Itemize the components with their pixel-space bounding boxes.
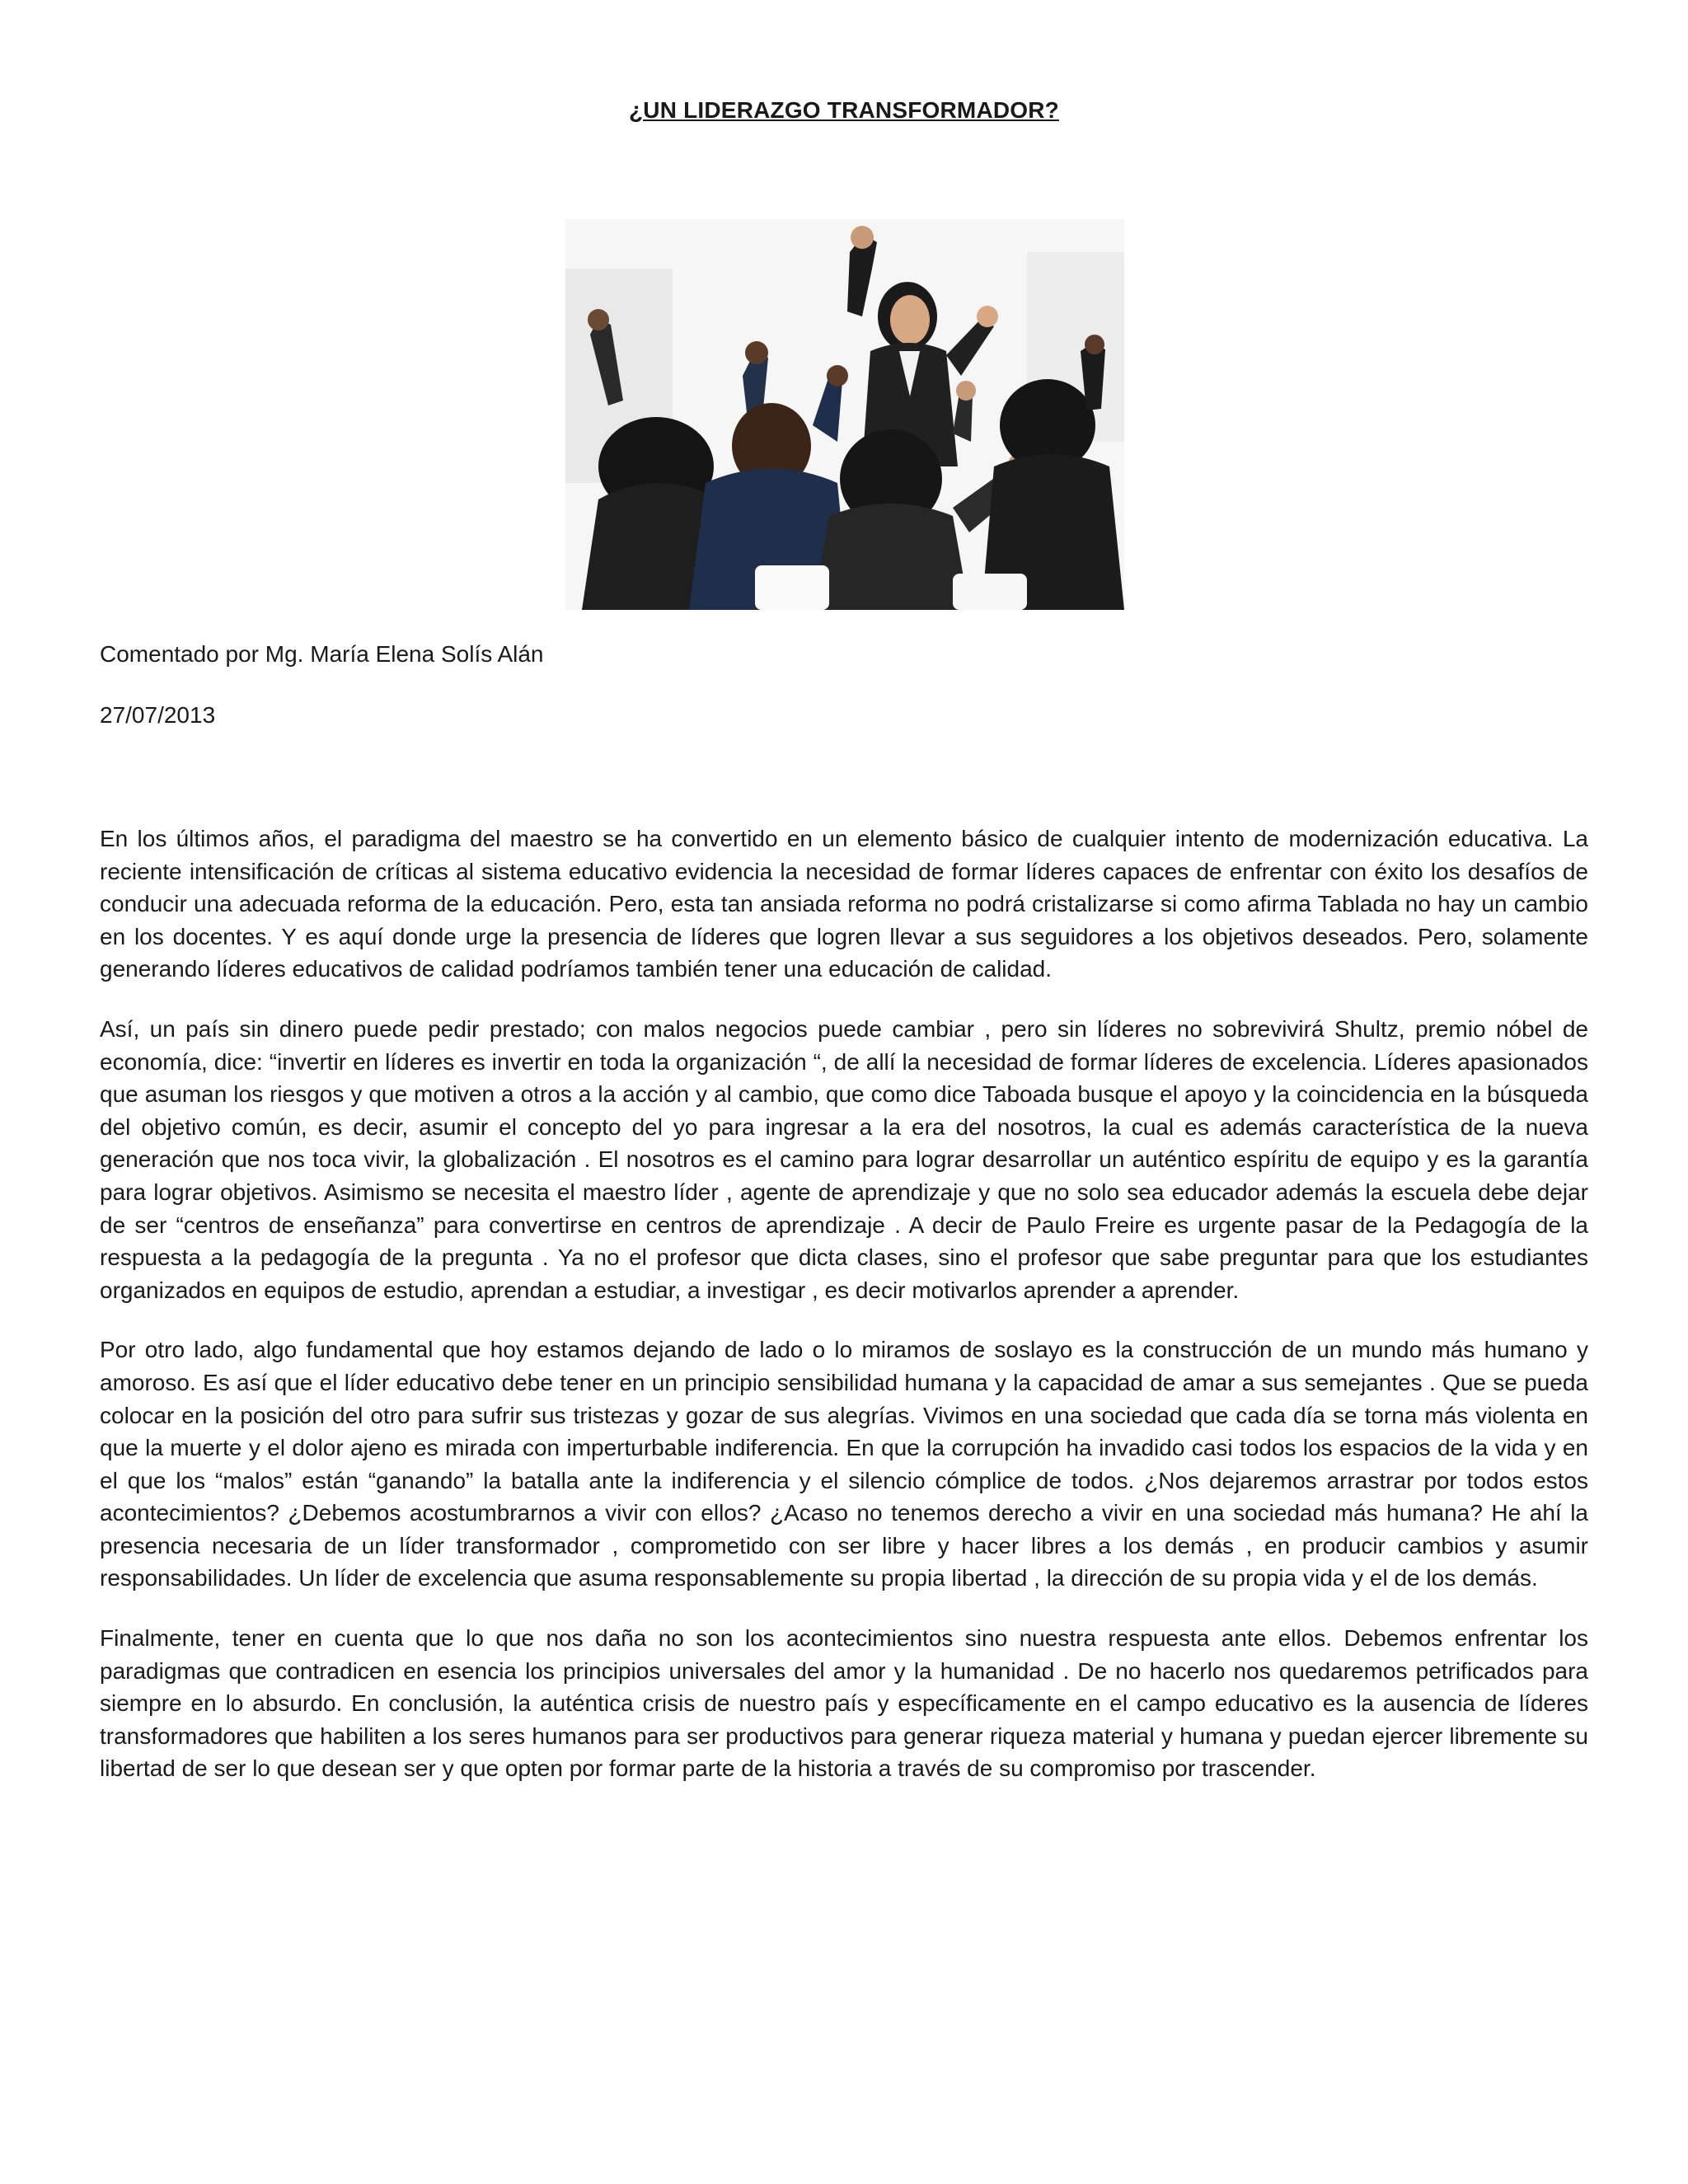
paragraph: En los últimos años, el paradigma del maestro se ha convertido en un elemento básico de cualquier intento de modernización educativa. La reciente intensificación de críticas al sistema educativo evidencia la necesidad de formar líderes capaces de enfrentar con éxito los desafíos de conducir una adecuada reforma de la educación. Pero, esta tan ansiada reforma no podrá cristalizarse si como afirma Tablada no hay un cambio en los docentes. Y es aquí donde urge la presencia de líderes que logren llevar a sus seguidores a los objetivos deseados. Pero, solamente generando líderes educativos de calidad podríamos también tener una educación de calidad.: [100, 826, 1588, 982]
document-date: 27/07/2013: [100, 702, 216, 728]
author-line: Comentado por Mg. María Elena Solís Alán: [100, 641, 544, 667]
paragraph: Así, un país sin dinero puede pedir prestado; con malos negocios puede cambiar , pero sin líderes no sobrevivirá Shultz, premio nóbel de economía, dice: “invertir en líderes es invertir en toda la organización “, de allí la necesidad de formar líderes de excelencia. Líderes apasionados que asuman los riesgos y que motiven a otros a la acción y al cambio, que como dice Taboada busque el apoyo y la coincidencia en la búsqueda del objetivo común, es decir, asumir el concepto del yo para ingresar a la era del nosotros, la cual es además característica de la nueva generación que nos toca vivir, la globalización . El nosotros es el camino para lograr desarrollar un auténtico espíritu de equipo y es la garantía para lograr objetivos. Asimismo se necesita el maestro líder , agente de aprendizaje y que no solo sea educador además la escuela debe dejar de ser “centros de enseñanza” para convertirse en centros de aprendizaje . A decir de Paulo Freire es urgente pasar de la Pedagogía de la respuesta a la pedagogía de la pregunta . Ya no el profesor que dicta clases, sino el profesor que sabe preguntar para que los estudiantes organizados en equipos de estudio, aprendan a estudiar, a investigar , es decir motivarlos aprender a aprender.: [100, 1015, 1588, 1303]
paragraph: Finalmente, tener en cuenta que lo que nos daña no son los acontecimientos sino nuestra respuesta ante ellos. Debemos enfrentar los paradigmas que contradicen en esencia los principios universales del amor y la humanidad . De no hacerlo nos quedaremos petrificados para siempre en lo absurdo. En conclusión, la auténtica crisis de nuestro país y específicamente en el campo educativo es la ausencia de líderes transformadores que habiliten a los seres humanos para ser productivos para generar riqueza material y humana y puedan ejercer libremente su libertad de ser lo que desean ser y que opten por formar parte de la historia a través de su compromiso por trascender.: [100, 1625, 1588, 1782]
document-title: ¿UN LIDERAZGO TRANSFORMADOR?: [628, 97, 1059, 123]
document-body: [100, 823, 1588, 1812]
photo-of-celebrating-team-icon: [565, 219, 1124, 610]
paragraph: Por otro lado, algo fundamental que hoy estamos dejando de lado o lo miramos de soslayo es la construcción de un mundo más humano y amoroso. Es así que el líder educativo debe tener en un principio sensibilidad humana y la capacidad de amar a sus semejantes . Que se pueda colocar en la posición del otro para sufrir sus tristezas y gozar de sus alegrías. Vivimos en una sociedad que cada día se torna más violenta en que la muerte y el dolor ajeno es mirada con imperturbable indiferencia. En que la corrupción ha invadido casi todos los espacios de la vida y en el que los “malos” están “ganando” la batalla ante la indiferencia y el silencio cómplice de todos. ¿Nos dejaremos arrastrar por todos estos acontecimientos? ¿Debemos acostumbrarnos a vivir con ellos? ¿Acaso no tenemos derecho a vivir en una sociedad más humana? He ahí la presencia necesaria de un líder transformador , comprometido con ser libre y hacer libres a los demás , en producir cambios y asumir responsabilidades. Un líder de excelencia que asuma responsablemente su propia libertad , la dirección de su propia vida y el de los demás.: [100, 1337, 1588, 1591]
